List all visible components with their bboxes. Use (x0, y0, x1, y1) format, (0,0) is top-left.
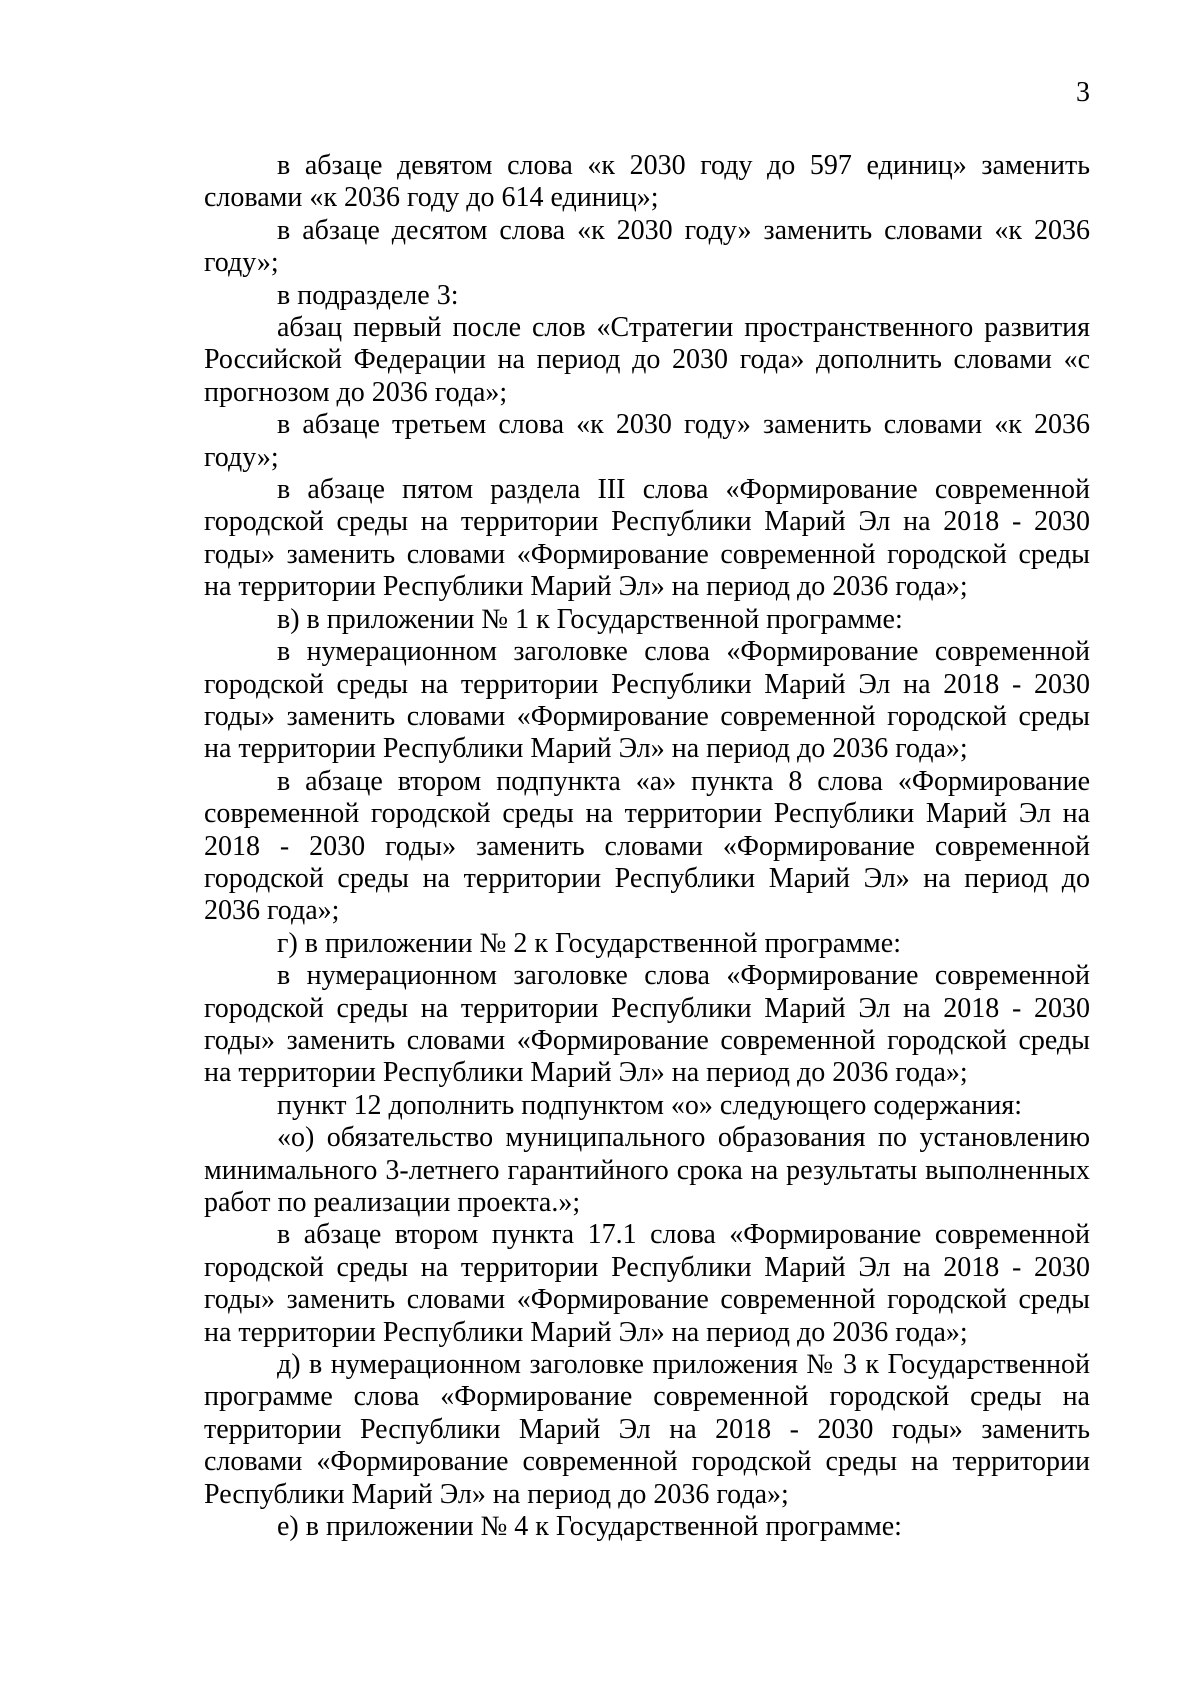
paragraph: в абзаце втором пункта 17.1 слова «Формирование современной городской среды на территории Республики Марий Эл на 2018 - 2030 годы» заменить словами «Формирование современной городской среды на территории Республики Марий Эл» на период до 2036 года»; (204, 1219, 1090, 1348)
paragraph: в нумерационном заголовке слова «Формирование современной городской среды на территории Республики Марий Эл на 2018 - 2030 годы» заменить словами «Формирование современной городской среды на территории Республики Марий Эл» на период до 2036 года»; (204, 960, 1090, 1089)
paragraph: в абзаце десятом слова «к 2030 году» заменить словами «к 2036 году»; (204, 214, 1090, 279)
paragraph: «о) обязательство муниципального образования по установлению минимального 3-летнего гарантийного срока на результаты выполненных работ по реализации проекта.»; (204, 1122, 1090, 1218)
paragraph: д) в нумерационном заголовке приложения № 3 к Государственной программе слова «Формирование современной городской среды на территории Республики Марий Эл на 2018 - 2030 годы» заменить словами «Формирование современной городской среды на территории Республики Марий Эл» на период до 2036 года»; (204, 1349, 1090, 1510)
paragraph: пункт 12 дополнить подпунктом «о» следующего содержания: (277, 1089, 1023, 1121)
paragraph: в нумерационном заголовке слова «Формирование современной городской среды на территории Республики Марий Эл на 2018 - 2030 годы» заменить словами «Формирование современной городской среды на территории Республики Марий Эл» на период до 2036 года»; (204, 636, 1090, 765)
paragraph: г) в приложении № 2 к Государственной программе: (277, 927, 901, 959)
paragraph: в абзаце третьем слова «к 2030 году» заменить словами «к 2036 году»; (204, 409, 1090, 473)
document-body (204, 150, 1090, 1543)
paragraph: в абзаце девятом слова «к 2030 году до 597 единиц» заменить словами «к 2036 году до 614 единиц»; (204, 150, 1090, 214)
paragraph: в подразделе 3: (277, 279, 459, 311)
paragraph: абзац первый после слов «Стратегии пространственного развития Российской Федерации на период до 2030 года» дополнить словами «с прогнозом до 2036 года»; (204, 312, 1090, 408)
page-number: 3 (1076, 77, 1090, 108)
paragraph: в абзаце втором подпункта «а» пункта 8 слова «Формирование современной городской среды на территории Республики Марий Эл на 2018 - 2030 годы» заменить словами «Формирование современной городской среды на территории Республики Марий Эл» на период до 2036 года»; (204, 765, 1090, 927)
paragraph: в) в приложении № 1 к Государственной программе: (277, 603, 903, 635)
paragraph: в абзаце пятом раздела III слова «Формирование современной городской среды на территории Республики Марий Эл на 2018 - 2030 годы» заменить словами «Формирование современной городской среды на территории Республики Марий Эл» на период до 2036 года»; (204, 474, 1090, 603)
paragraph: е) в приложении № 4 к Государственной программе: (277, 1511, 902, 1543)
